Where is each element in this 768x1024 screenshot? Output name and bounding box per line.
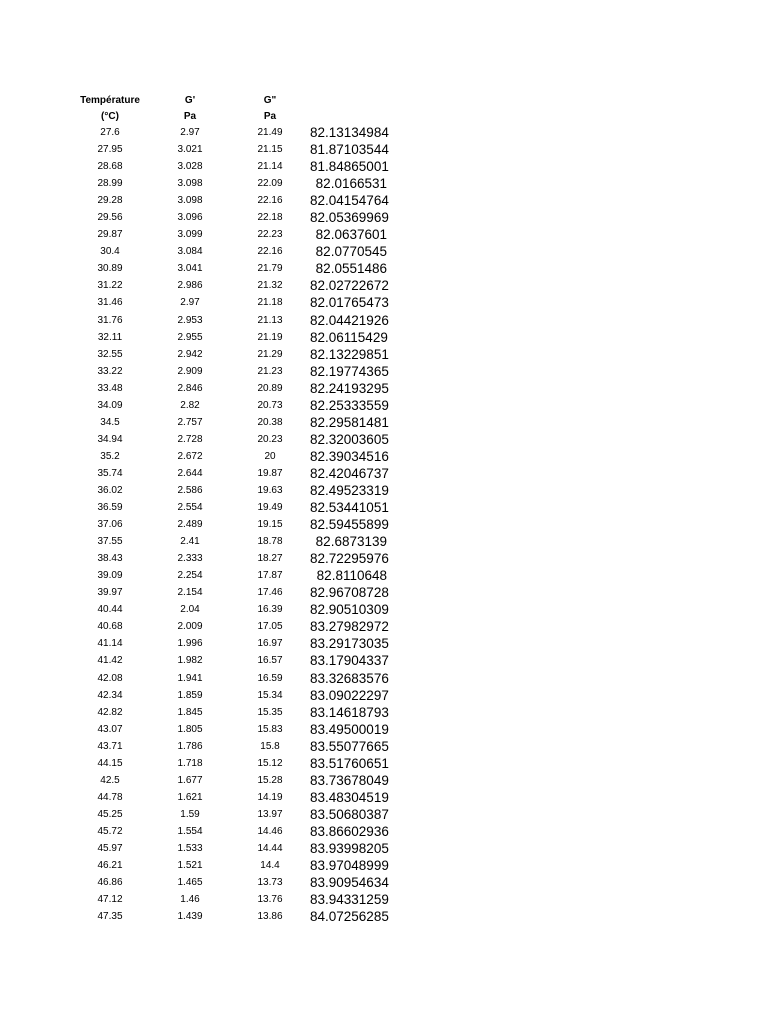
- temperature-cell: 42.34: [97, 689, 123, 701]
- table-row: [70, 397, 400, 414]
- g-prime-cell: 2.333: [177, 553, 203, 565]
- g-double-prime-cell: 14.44: [257, 842, 283, 854]
- temperature-cell: 38.43: [97, 553, 123, 565]
- g-prime-cell: 1.982: [177, 655, 203, 667]
- temperature-cell: 46.21: [97, 860, 123, 872]
- temperature-cell: 45.25: [97, 808, 123, 820]
- g-prime-cell: 1.859: [177, 689, 203, 701]
- g-double-prime-cell: 16.39: [257, 604, 283, 616]
- angle-cell: 82.39034516: [310, 448, 389, 464]
- g-double-prime-cell: 22.18: [257, 212, 283, 224]
- g-double-prime-cell: 20.38: [257, 416, 283, 428]
- table-row: [70, 141, 400, 158]
- table-row: [70, 635, 400, 652]
- table-row: [70, 346, 400, 363]
- g-prime-cell: 2.586: [177, 485, 203, 496]
- g-double-prime-cell: 14.4: [260, 860, 280, 872]
- g-double-prime-cell: 13.86: [257, 911, 283, 923]
- table-row: [70, 550, 400, 567]
- temperature-cell: 33.48: [97, 382, 123, 394]
- temperature-cell: 31.46: [97, 297, 123, 309]
- temperature-cell: 40.44: [97, 604, 123, 616]
- temperature-cell: 29.56: [97, 212, 123, 224]
- temperature-cell: 33.22: [97, 365, 123, 377]
- g-prime-cell: 1.621: [177, 791, 203, 803]
- table-row: [70, 124, 400, 141]
- angle-cell: 82.49523319: [310, 483, 389, 498]
- g-double-prime-cell: 21.79: [257, 263, 283, 275]
- angle-cell: 82.13229851: [310, 346, 389, 362]
- angle-cell: 83.09022297: [310, 687, 389, 703]
- temperature-cell: 29.28: [97, 195, 123, 207]
- table-row: [70, 738, 400, 755]
- temperature-cell: 27.95: [97, 144, 123, 156]
- temperature-cell: 39.09: [97, 570, 123, 582]
- angle-cell: 82.72295976: [310, 551, 389, 567]
- angle-cell: 83.50680387: [310, 806, 389, 822]
- g-double-prime-header: G": [263, 94, 277, 106]
- g-double-prime-cell: 19.15: [257, 519, 283, 531]
- table-row: [70, 499, 400, 516]
- g-double-prime-cell: 14.19: [257, 791, 283, 803]
- angle-cell: 82.8110648: [316, 568, 387, 584]
- table-row: [70, 431, 400, 448]
- g-prime-cell: 2.955: [177, 331, 203, 343]
- g-prime-cell: 1.996: [177, 638, 203, 650]
- table-row: [70, 192, 400, 209]
- temperature-cell: 34.09: [97, 399, 123, 411]
- g-double-prime-cell: 22.16: [257, 246, 283, 258]
- g-prime-cell: 1.941: [177, 672, 203, 684]
- table-row: [70, 857, 400, 874]
- g-prime-cell: 1.805: [177, 723, 203, 735]
- g-prime-cell: 1.46: [180, 894, 200, 906]
- g-double-prime-cell: 14.46: [257, 825, 283, 837]
- temperature-cell: 35.74: [97, 467, 123, 479]
- angle-cell: 83.14618793: [310, 704, 389, 720]
- table-row: [70, 755, 400, 772]
- g-double-prime-cell: 21.32: [257, 280, 283, 292]
- temperature-cell: 34.94: [97, 433, 123, 445]
- g-double-prime-cell: 21.18: [257, 297, 283, 309]
- angle-cell: 82.06115429: [310, 329, 388, 345]
- g-prime-cell: 1.439: [177, 911, 203, 923]
- g-prime-cell: 2.986: [177, 280, 203, 292]
- g-double-prime-cell: 13.97: [257, 808, 283, 820]
- angle-cell: 83.90954634: [310, 875, 389, 891]
- g-prime-cell: 2.04: [180, 604, 200, 616]
- temperature-cell: 42.08: [97, 672, 123, 684]
- g-prime-cell: 3.096: [177, 212, 203, 224]
- angle-cell: 83.27982972: [310, 619, 389, 635]
- angle-cell: 82.59455899: [310, 517, 389, 533]
- angle-cell: 83.55077665: [310, 738, 389, 754]
- g-double-prime-cell: 16.59: [257, 672, 283, 684]
- table-row: [70, 414, 400, 431]
- g-prime-cell: 2.489: [177, 519, 203, 531]
- angle-cell: 82.04154764: [310, 193, 389, 209]
- header-row-labels: [70, 92, 400, 108]
- angle-cell: 82.6873139: [315, 534, 387, 550]
- angle-cell: 83.29173035: [310, 636, 389, 652]
- table-row: [70, 601, 400, 618]
- g-prime-cell: 2.909: [177, 365, 203, 377]
- g-prime-cell: 1.59: [180, 808, 200, 820]
- table-row: [70, 721, 400, 738]
- angle-cell: 82.24193295: [310, 380, 389, 396]
- angle-cell: 82.0166531: [315, 176, 387, 192]
- g-prime-cell: 1.718: [177, 757, 203, 769]
- angle-cell: 83.51760651: [310, 755, 389, 771]
- g-double-prime-cell: 20.23: [257, 433, 283, 445]
- g-prime-cell: 1.521: [177, 860, 203, 872]
- table-row: [70, 840, 400, 857]
- temperature-cell: 32.55: [97, 348, 123, 360]
- angle-cell: 83.48304519: [310, 789, 389, 805]
- angle-cell: 82.32003605: [310, 431, 389, 447]
- g-double-prime-cell: 18.27: [257, 553, 283, 565]
- angle-cell: 84.07256285: [310, 909, 389, 925]
- temperature-cell: 36.59: [97, 502, 123, 514]
- temperature-cell: 47.12: [97, 894, 123, 906]
- temperature-cell: 39.97: [97, 587, 123, 599]
- g-double-prime-cell: 20.73: [257, 399, 283, 411]
- g-double-prime-cell: 17.87: [257, 570, 283, 582]
- angle-cell: 82.02722672: [310, 278, 389, 294]
- temperature-cell: 32.11: [97, 331, 123, 343]
- g-double-prime-cell: 20.89: [257, 382, 283, 394]
- angle-cell: 82.90510309: [310, 602, 389, 618]
- angle-cell: 83.86602936: [310, 823, 389, 839]
- g-double-prime-cell: 17.05: [257, 621, 283, 633]
- angle-cell: 82.42046737: [310, 465, 389, 481]
- angle-cell: 82.53441051: [310, 500, 389, 516]
- temperature-cell: 41.14: [97, 638, 123, 650]
- temperature-cell: 41.42: [97, 655, 123, 667]
- g-prime-cell: 2.254: [177, 570, 203, 582]
- g-prime-cell: 2.154: [177, 587, 203, 599]
- temperature-unit: (°C): [101, 110, 119, 122]
- temperature-cell: 36.02: [97, 485, 123, 496]
- table-row: [70, 294, 400, 311]
- g-prime-cell: 3.028: [177, 161, 203, 173]
- temperature-cell: 30.4: [100, 246, 120, 258]
- table-row: [70, 209, 400, 226]
- angle-cell: 82.01765473: [310, 295, 389, 311]
- table-row: [70, 806, 400, 823]
- table-row: [70, 516, 400, 533]
- temperature-cell: 28.68: [97, 161, 123, 173]
- g-double-prime-cell: 15.35: [257, 706, 283, 718]
- table-row: [70, 584, 400, 601]
- g-double-prime-cell: 19.63: [257, 485, 283, 496]
- g-double-prime-cell: 21.19: [257, 331, 283, 343]
- angle-cell: 83.17904337: [310, 653, 389, 669]
- angle-cell: 83.93998205: [310, 840, 389, 856]
- g-double-prime-cell: 16.57: [257, 655, 283, 667]
- table-row: [70, 482, 400, 499]
- temperature-cell: 46.86: [97, 877, 123, 889]
- table-row: [70, 448, 400, 465]
- data-table: [70, 92, 400, 925]
- table-row: [70, 175, 400, 192]
- table-row: [70, 704, 400, 721]
- table-row: [70, 533, 400, 550]
- g-double-prime-cell: 13.76: [257, 894, 283, 906]
- temperature-cell: 31.22: [97, 280, 123, 292]
- temperature-cell: 47.35: [97, 911, 123, 923]
- g-double-prime-cell: 21.23: [257, 365, 283, 377]
- g-prime-cell: 2.846: [177, 382, 203, 394]
- g-prime-cell: 3.041: [177, 263, 203, 275]
- temperature-cell: 37.06: [97, 519, 123, 531]
- angle-cell: 82.0551486: [315, 261, 387, 277]
- table-row: [70, 380, 400, 397]
- angle-cell: 82.96708728: [310, 585, 389, 601]
- table-row: [70, 226, 400, 243]
- g-double-prime-cell: 21.29: [257, 348, 283, 360]
- table-row: [70, 772, 400, 789]
- g-prime-cell: 2.97: [180, 127, 200, 139]
- temperature-cell: 42.5: [100, 774, 120, 786]
- table-row: [70, 874, 400, 891]
- temperature-cell: 35.2: [100, 450, 120, 462]
- g-prime-cell: 3.098: [177, 195, 203, 207]
- g-prime-cell: 3.021: [177, 144, 203, 156]
- table-row: [70, 823, 400, 840]
- angle-cell: 83.73678049: [310, 772, 389, 788]
- angle-cell: 81.87103544: [310, 142, 389, 158]
- g-double-prime-cell: 15.8: [260, 740, 280, 752]
- angle-cell: 82.0770545: [315, 244, 387, 260]
- temperature-cell: 42.82: [97, 706, 123, 718]
- table-body: [70, 124, 400, 925]
- g-double-prime-cell: 21.14: [257, 161, 283, 173]
- g-double-prime-cell: 13.73: [257, 877, 283, 889]
- g-prime-cell: 2.009: [177, 621, 203, 633]
- g-prime-cell: 2.644: [177, 467, 203, 479]
- g-double-prime-cell: 20: [264, 450, 276, 462]
- temperature-cell: 45.72: [97, 825, 123, 837]
- g-double-prime-cell: 15.12: [257, 757, 283, 769]
- temperature-cell: 34.5: [100, 416, 120, 428]
- table-row: [70, 312, 400, 329]
- g-double-prime-cell: 15.83: [257, 723, 283, 735]
- angle-cell: 82.13134984: [310, 125, 389, 141]
- g-double-prime-cell: 22.09: [257, 178, 283, 190]
- angle-cell: 83.49500019: [310, 721, 389, 737]
- angle-cell: 83.32683576: [310, 670, 389, 686]
- temperature-cell: 31.76: [97, 314, 123, 326]
- angle-cell: 82.05369969: [310, 210, 389, 226]
- temperature-cell: 28.99: [97, 178, 123, 190]
- table-row: [70, 277, 400, 294]
- table-row: [70, 908, 400, 925]
- g-prime-cell: 1.786: [177, 740, 203, 752]
- g-double-prime-cell: 19.49: [257, 502, 283, 514]
- table-row: [70, 687, 400, 704]
- g-prime-cell: 3.098: [177, 178, 203, 190]
- table-row: [70, 158, 400, 175]
- temperature-cell: 45.97: [97, 842, 123, 854]
- table-row: [70, 243, 400, 260]
- g-prime-cell: 2.97: [180, 297, 200, 309]
- g-double-prime-cell: 15.34: [257, 689, 283, 701]
- g-double-prime-cell: 22.16: [257, 195, 283, 207]
- table-row: [70, 260, 400, 277]
- g-double-prime-cell: 16.97: [257, 638, 283, 650]
- angle-cell: 82.19774365: [310, 363, 389, 379]
- temperature-cell: 40.68: [97, 621, 123, 633]
- temperature-header: Température: [80, 94, 140, 106]
- table-row: [70, 329, 400, 346]
- angle-cell: 82.04421926: [310, 312, 389, 328]
- g-prime-cell: 2.554: [177, 502, 203, 514]
- angle-cell: 82.25333559: [310, 397, 389, 413]
- angle-cell: 81.84865001: [310, 159, 389, 175]
- g-prime-cell: 2.942: [177, 348, 203, 360]
- angle-cell: 83.97048999: [310, 858, 389, 874]
- g-double-prime-cell: 15.28: [257, 774, 283, 786]
- temperature-cell: 43.71: [97, 740, 123, 752]
- g-double-prime-cell: 22.23: [257, 229, 283, 241]
- g-prime-cell: 3.084: [177, 246, 203, 258]
- table-row: [70, 567, 400, 584]
- g-double-prime-cell: 17.46: [257, 587, 283, 599]
- g-double-prime-cell: 21.15: [257, 144, 283, 156]
- temperature-cell: 27.6: [100, 127, 120, 139]
- g-double-prime-cell: 21.13: [257, 314, 283, 326]
- angle-cell: 83.94331259: [310, 892, 389, 908]
- temperature-cell: 43.07: [97, 723, 123, 735]
- g-prime-cell: 2.728: [177, 433, 203, 445]
- temperature-cell: 44.78: [97, 791, 123, 803]
- g-prime-cell: 1.554: [177, 825, 203, 837]
- g-prime-cell: 1.465: [177, 877, 203, 889]
- table-row: [70, 652, 400, 669]
- angle-cell: 82.0637601: [315, 227, 387, 243]
- g-prime-cell: 1.845: [177, 706, 203, 718]
- g-prime-cell: 2.953: [177, 314, 203, 326]
- temperature-cell: 29.87: [97, 229, 123, 241]
- g-prime-header: G': [184, 94, 196, 106]
- table-row: [70, 465, 400, 482]
- g-double-prime-cell: 21.49: [257, 127, 283, 139]
- table-row: [70, 670, 400, 687]
- temperature-cell: 30.89: [97, 263, 123, 275]
- g-prime-cell: 2.82: [180, 399, 200, 411]
- g-prime-cell: 3.099: [177, 229, 203, 241]
- temperature-cell: 37.55: [97, 536, 123, 548]
- table-row: [70, 789, 400, 806]
- angle-cell: 82.29581481: [310, 414, 389, 430]
- table-row: [70, 618, 400, 635]
- g-prime-cell: 2.672: [177, 450, 203, 462]
- g-prime-cell: 1.677: [177, 774, 203, 786]
- g-double-prime-cell: 18.78: [257, 536, 283, 548]
- g-double-prime-unit: Pa: [263, 110, 277, 122]
- g-prime-cell: 2.41: [180, 536, 200, 548]
- temperature-cell: 44.15: [97, 757, 123, 769]
- table-row: [70, 891, 400, 908]
- header-row-units: [70, 108, 400, 124]
- g-prime-cell: 1.533: [177, 842, 203, 854]
- g-prime-unit: Pa: [183, 110, 197, 122]
- g-prime-cell: 2.757: [177, 416, 203, 428]
- table-row: [70, 363, 400, 380]
- g-double-prime-cell: 19.87: [257, 467, 283, 479]
